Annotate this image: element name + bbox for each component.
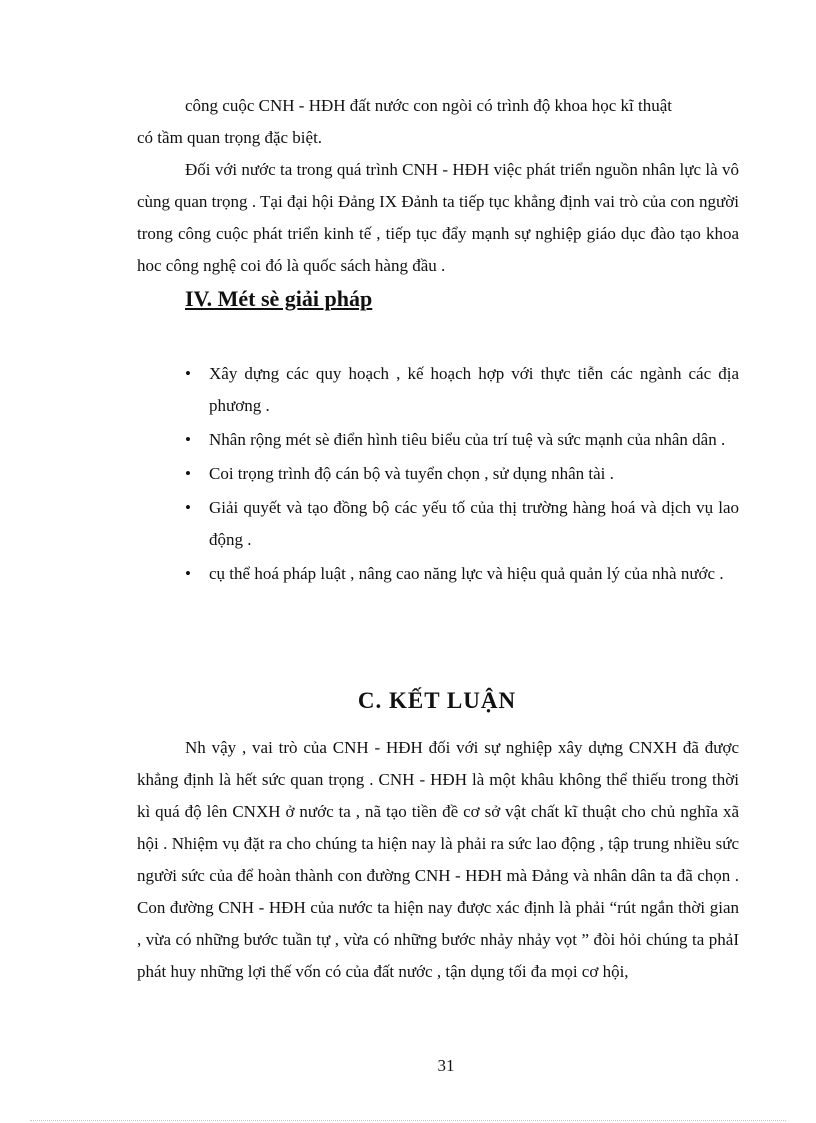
bullet-icon: • — [185, 564, 191, 583]
page-bottom-divider — [30, 1120, 786, 1121]
list-item — [185, 424, 739, 456]
list-item — [185, 558, 739, 590]
list-item-text: Giải quyết và tạo đồng bộ các yếu tố của thị trường hàng hoá và dịch vụ lao động . — [209, 498, 739, 549]
list-item-text: cụ thể hoá pháp luật , nâng cao năng lực và hiệu quả quản lý của nhà nước . — [209, 564, 724, 583]
list-item-text: Coi trọng trình độ cán bộ và tuyển chọn , sử dụng nhân tài . — [209, 464, 614, 483]
bullet-icon: • — [185, 498, 191, 517]
bullet-icon: • — [185, 430, 191, 449]
bullet-icon: • — [185, 464, 191, 483]
section-iv-heading: IV. Mét sè giải pháp — [185, 286, 373, 311]
list-item — [185, 492, 739, 556]
list-item — [185, 358, 739, 422]
conclusion-paragraph: Nh vậy , vai trò của CNH - HĐH đối với sự nghiệp xây dựng CNXH đã được khẳng định là hết sức quan trọng . CNH - HĐH là một khâu không thể thiếu trong thời kì quá độ lên CNXH ở nước ta , nã tạo tiền đề cơ sở vật chất kĩ thuật cho chủ nghĩa xã hội . Nhiệm vụ đặt ra cho chúng ta hiện nay là phải ra sức lao động , tập trung nhiều sức người sức của để hoàn thành con đường CNH - HĐH mà Đảng và nhân dân ta đã chọn . Con đường CNH - HĐH của nước ta hiện nay được xác định là phải “rút ngắn thời gian , vừa có những bước tuần tự , vừa có những bước nhảy nhảy vọt ” đòi hỏi chúng ta phảI phát huy những lợi thế vốn có của đất nước , tận dụng tối đa mọi cơ hội, — [137, 738, 739, 981]
list-item-text: Nhân rộng mét sè điển hình tiêu biểu của trí tuệ và sức mạnh của nhân dân . — [209, 430, 726, 449]
intro-line-2: có tầm quan trọng đặc biệt. — [137, 128, 323, 147]
list-item — [185, 458, 739, 490]
list-item-text: Xây dựng các quy hoạch , kế hoạch hợp với thực tiễn các ngành các địa phương . — [209, 364, 739, 415]
bullet-icon: • — [185, 364, 191, 383]
solutions-list — [185, 358, 739, 592]
page-number: 31 — [437, 1056, 455, 1075]
conclusion-title: C. KẾT LUẬN — [357, 688, 517, 713]
intro-paragraph: Đối với nước ta trong quá trình CNH - HĐH việc phát triển nguồn nhân lực là vô cùng quan trọng . Tại đại hội Đảng IX Đảnh ta tiếp tục khẳng định vai trò của con người trong công cuộc phát triển kinh tế , tiếp tục đẩy mạnh sự nghiệp giáo dục đào tạo khoa hoc công nghệ coi đó là quốc sách hàng đầu . — [137, 160, 739, 275]
intro-line-1: công cuộc CNH - HĐH đất nước con ngòi có trình độ khoa học kĩ thuật — [185, 96, 673, 115]
